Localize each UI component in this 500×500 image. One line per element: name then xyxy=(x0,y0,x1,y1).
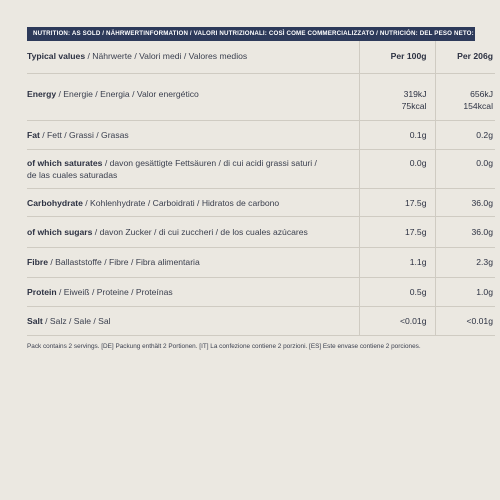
row-value-100g: 17.5g xyxy=(359,188,435,216)
row-label-rest: / Fett / Grassi / Grasas xyxy=(39,129,129,140)
column-per-206g: Per 206g xyxy=(435,41,495,73)
row-value-100g: 0.5g xyxy=(359,277,435,306)
column-per-100g: Per 100g xyxy=(359,41,435,73)
row-value-100g: 0.0g xyxy=(359,149,435,188)
row-label-rest: / Salz / Sale / Sal xyxy=(42,315,111,326)
row-value-100g: <0.01g xyxy=(359,306,435,335)
row-label xyxy=(27,188,359,216)
row-value-100g: 1.1g xyxy=(359,247,435,277)
nutrition-panel xyxy=(27,27,493,336)
column-label-bold: Typical values xyxy=(27,51,86,61)
table-row-fat xyxy=(27,120,495,149)
row-label-rest-line2: de las cuales saturadas xyxy=(27,169,118,180)
row-value-206g: 36.0g xyxy=(435,188,495,216)
row-label-bold: of which sugars xyxy=(27,226,93,237)
row-value-100g xyxy=(359,73,435,120)
table-row-sugars xyxy=(27,216,495,247)
table-header-row xyxy=(27,41,495,73)
row-value-100g: 0.1g xyxy=(359,120,435,149)
row-label-rest: / Energie / Energia / Valor energético xyxy=(56,88,199,99)
row-value-100g: 17.5g xyxy=(359,216,435,247)
row-label-rest: / Kohlenhydrate / Carboidrati / Hidratos de carbono xyxy=(82,197,280,208)
table-row-salt xyxy=(27,306,495,335)
table-row-protein xyxy=(27,277,495,306)
row-label-rest: / davon Zucker / di cui zuccheri / de los cuales azúcares xyxy=(92,226,308,237)
row-label-rest: / Eiweiß / Proteine / Proteínas xyxy=(56,286,173,297)
table-row-energy xyxy=(27,73,495,120)
row-label xyxy=(27,306,359,335)
row-label-rest: / Ballaststoffe / Fibre / Fibra alimentaria xyxy=(48,256,200,267)
servings-footnote: Pack contains 2 servings. [DE] Packung enthält 2 Portionen. [IT] La confezione contiene 2 porzioni. [ES] Este envase contiene 2 porciones. xyxy=(27,343,421,350)
energy-kj-100g: 319kJ xyxy=(403,88,427,99)
row-value-206g xyxy=(435,73,495,120)
row-value-206g: 0.2g xyxy=(435,120,495,149)
row-label-bold: Fat xyxy=(27,129,40,140)
row-label-rest: / davon gesättigte Fettsäuren / di cui acidi grassi saturi / xyxy=(102,157,317,168)
row-value-206g: 1.0g xyxy=(435,277,495,306)
energy-kcal-206g: 154kcal xyxy=(463,100,493,111)
row-label-bold: of which saturates xyxy=(27,157,103,168)
row-value-206g: <0.01g xyxy=(435,306,495,335)
row-label xyxy=(27,247,359,277)
nutrition-table xyxy=(27,41,495,336)
row-label-bold: Fibre xyxy=(27,256,49,267)
row-label-bold: Carbohydrate xyxy=(27,197,83,208)
table-row-carbohydrate xyxy=(27,188,495,216)
row-label xyxy=(27,149,359,188)
row-label xyxy=(27,73,359,120)
column-label-rest: / Nährwerte / Valori medi / Valores medios xyxy=(85,51,248,61)
row-value-206g: 36.0g xyxy=(435,216,495,247)
row-label-bold: Salt xyxy=(27,315,43,326)
table-row-saturates xyxy=(27,149,495,188)
row-value-206g: 2.3g xyxy=(435,247,495,277)
row-label-bold: Protein xyxy=(27,286,57,297)
row-value-206g: 0.0g xyxy=(435,149,495,188)
energy-kj-206g: 656kJ xyxy=(470,88,493,99)
row-label xyxy=(27,120,359,149)
column-label-header xyxy=(27,41,359,73)
table-row-fibre xyxy=(27,247,495,277)
energy-kcal-100g: 75kcal xyxy=(401,100,427,111)
row-label-bold: Energy xyxy=(27,88,57,99)
nutrition-header: NUTRITION: AS SOLD / NÄHRWERTINFORMATION / VALORI NUTRIZIONALI: COSÌ COME COMMERCIALIZZATO / NUTRICIÓN: DEL PESO NETO: xyxy=(27,27,475,41)
row-label xyxy=(27,216,359,247)
row-label xyxy=(27,277,359,306)
